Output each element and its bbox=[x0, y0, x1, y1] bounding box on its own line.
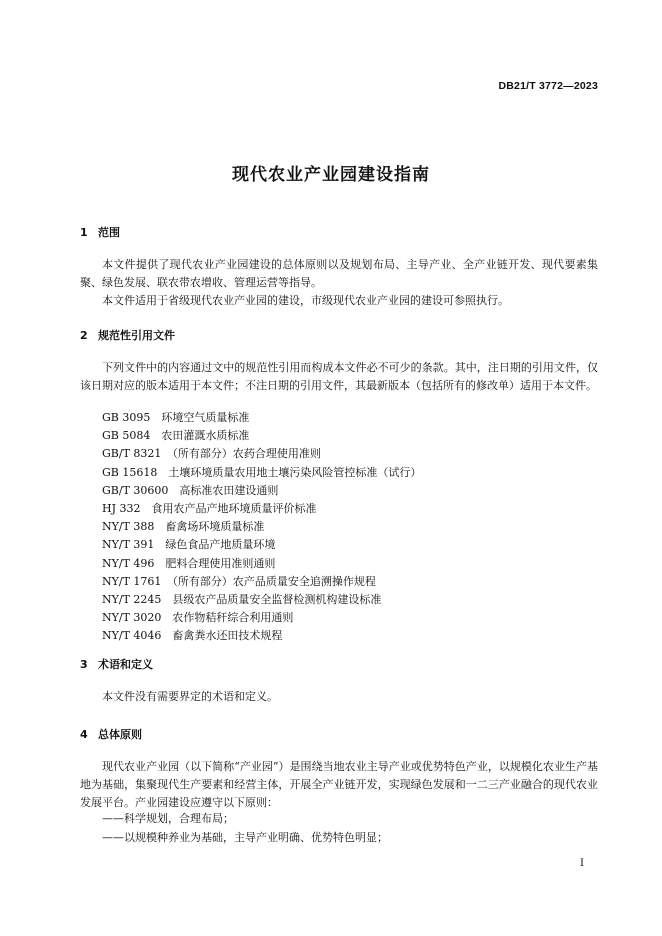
section-heading-scope bbox=[80, 224, 120, 240]
section-heading-terms bbox=[80, 656, 153, 672]
reference-code: NY/T 4046 bbox=[102, 629, 162, 643]
reference-code: NY/T 3020 bbox=[102, 611, 162, 625]
reference-code: GB/T 30600 bbox=[102, 483, 169, 497]
reference-name: 畜禽粪水还田技术规程 bbox=[172, 629, 283, 643]
reference-code: NY/T 2245 bbox=[102, 592, 162, 606]
paragraph: 本文件提供了现代农业产业园建设的总体原则以及规划布局、主导产业、全产业链开发、现代要素集聚、绿色发展、联农带农增收、管理运营等指导。 bbox=[80, 258, 598, 289]
section-number: 2 bbox=[80, 329, 88, 342]
principle-item: ——以规模种养业为基础，主导产业明确、优势特色明显； bbox=[102, 831, 388, 844]
document-code: DB21/T 3772—2023 bbox=[498, 80, 598, 92]
reference-name: 高标准农田建设通则 bbox=[179, 483, 279, 497]
reference-code: NY/T 1761 bbox=[102, 574, 162, 588]
reference-code: HJ 332 bbox=[102, 501, 141, 515]
reference-item bbox=[102, 464, 421, 482]
section-number: 3 bbox=[80, 658, 88, 671]
reference-name: （所有部分）农产品质量安全追溯操作规程 bbox=[172, 574, 376, 588]
reference-name: 农作物秸秆综合利用通则 bbox=[172, 611, 294, 625]
reference-item bbox=[102, 555, 421, 573]
reference-code: GB 15618 bbox=[102, 465, 158, 479]
reference-item bbox=[102, 627, 421, 645]
reference-item bbox=[102, 409, 421, 427]
paragraph: 现代农业产业园（以下简称“产业园”）是围绕当地农业主导产业或优势特色产业，以规模化农业生产基地为基础，集聚现代生产要素和经营主体，开展全产业链开发，实现绿色发展和一二三产业融合的现代农业发展平台。产业园建设应遵守以下原则： bbox=[80, 760, 598, 809]
principle-item: ——科学规划，合理布局； bbox=[102, 812, 234, 825]
reference-item bbox=[102, 591, 421, 609]
reference-name: 绿色食品产地质量环境 bbox=[165, 538, 276, 552]
reference-code: GB 3095 bbox=[102, 411, 151, 424]
reference-code: NY/T 391 bbox=[102, 538, 155, 552]
reference-item bbox=[102, 573, 421, 591]
section-title: 规范性引用文件 bbox=[98, 329, 175, 342]
reference-code: NY/T 388 bbox=[102, 520, 155, 534]
document-title: 现代农业产业园建设指南 bbox=[232, 165, 430, 185]
reference-name: 肥料合理使用准则通则 bbox=[165, 556, 276, 570]
section-title: 术语和定义 bbox=[98, 658, 153, 671]
reference-name: 环境空气质量标准 bbox=[161, 411, 250, 424]
reference-code: NY/T 496 bbox=[102, 556, 155, 570]
reference-name: 农田灌溉水质标准 bbox=[161, 429, 250, 443]
reference-item bbox=[102, 482, 421, 500]
section-heading-normative-references bbox=[80, 327, 175, 343]
section-number: 1 bbox=[80, 226, 88, 239]
reference-code: GB 5084 bbox=[102, 429, 151, 443]
paragraph: 本文件适用于省级现代农业产业园的建设，市级现代农业产业园的建设可参照执行。 bbox=[102, 294, 509, 307]
reference-list bbox=[102, 409, 421, 645]
paragraph: 下列文件中的内容通过文中的规范性引用而构成本文件必不可少的条款。其中，注日期的引用文件，仅该日期对应的版本适用于本文件；不注日期的引用文件，其最新版本（包括所有的修改单）适用于本文件。 bbox=[80, 361, 598, 392]
paragraph: 本文件没有需要界定的术语和定义。 bbox=[102, 690, 278, 703]
section-number: 4 bbox=[80, 728, 88, 741]
section-title: 总体原则 bbox=[98, 728, 142, 741]
reference-name: （所有部分）农药合理使用准则 bbox=[172, 447, 321, 461]
reference-code: GB/T 8321 bbox=[102, 447, 162, 461]
section-title: 范围 bbox=[98, 226, 120, 239]
reference-item bbox=[102, 536, 421, 554]
reference-name: 土壤环境质量农用地土壤污染风险管控标准（试行） bbox=[168, 465, 422, 479]
reference-item bbox=[102, 518, 421, 536]
section-heading-general-principles bbox=[80, 726, 142, 742]
reference-name: 县级农产品质量安全监督检测机构建设标准 bbox=[172, 592, 382, 606]
reference-item bbox=[102, 609, 421, 627]
reference-item bbox=[102, 445, 421, 463]
reference-item bbox=[102, 427, 421, 445]
page-number: I bbox=[580, 858, 584, 869]
reference-name: 畜禽场环境质量标准 bbox=[165, 520, 265, 534]
reference-item bbox=[102, 500, 421, 518]
reference-name: 食用农产品产地环境质量评价标准 bbox=[151, 501, 317, 515]
